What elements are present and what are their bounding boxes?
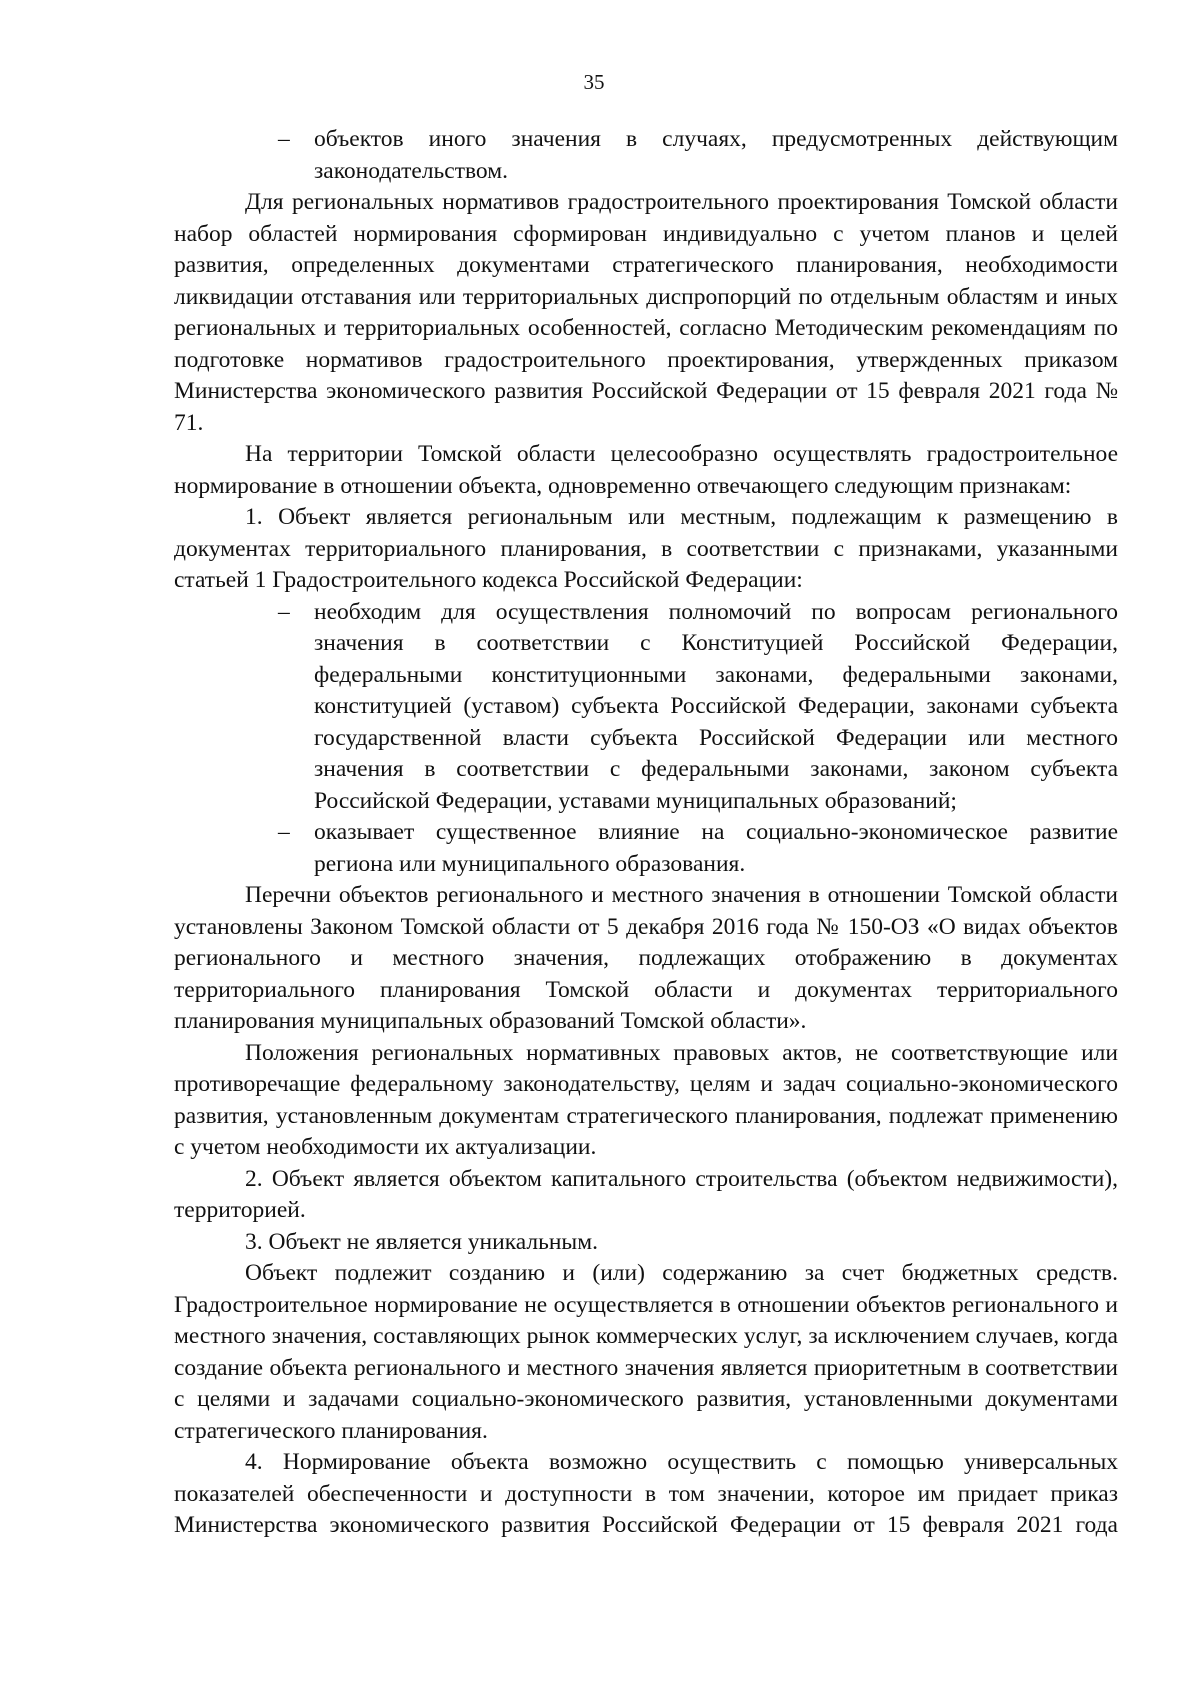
dash-list-item <box>174 817 1118 880</box>
paragraph-normative-areas: Для региональных нормативов градостроительного проектирования Томской области набор областей нормирования сформирован индивидуально с учетом планов и целей развития, определенных документами стратегического планирования, необходимости ликвидации отставания или территориальных диспропорций по отдельным областям и иных региональных и территориальных особенностей, согласно Методическим рекомендациям по подготовке нормативов градостроительного проектирования, утвержденных приказом Министерства экономического развития Российской Федерации от 15 февраля 2021 года № 71. <box>174 189 1118 436</box>
paragraph-criterion-2: 2. Объект является объектом капитального строительства (объектом недвижимости), территорией. <box>174 1165 1118 1223</box>
paragraph-normalization-criteria: На территории Томской области целесообразно осуществлять градостроительное нормирование в отношении объекта, одновременно отвечающего следующим признакам: <box>174 441 1118 499</box>
dash-item-text: необходим для осуществления полномочий по вопросам регионального значения в соответствии с Конституцией Российской Федерации, федеральными конституционными законами, федеральными законами, конституцией (уставом) субъекта Российской Федерации, законами субъекта государственной власти субъекта Российской Федерации или местного значения в соответствии с федеральными законами, законом субъекта Российской Федерации, уставами муниципальных образований; <box>314 598 1118 814</box>
paragraph-object-lists: Перечни объектов регионального и местного значения в отношении Томской области установлены Законом Томской области от 5 декабря 2016 года № 150-ОЗ «О видах объектов регионального и местного значения, подлежащих отображению в документах территориального планирования Томской области и документах территориального планирования муниципальных образований Томской области». <box>174 882 1118 1034</box>
dash-list-item <box>174 597 1118 818</box>
paragraph-criterion-1: 1. Объект является региональным или местным, подлежащим к размещению в документах территориального планирования, в соответствии с признаками, указанными статьей 1 Градостроительного кодекса Российской Федерации: <box>174 504 1118 593</box>
paragraph-regional-acts: Положения региональных нормативных правовых актов, не соответствующие или противоречащие федеральному законодательству, целям и задач социально-экономического развития, установленным документам стратегического планирования, подлежат применению с учетом необходимости их актуализации. <box>174 1039 1118 1160</box>
dash-item-text: объектов иного значения в случаях, предусмотренных действующим законодательством. <box>314 126 1118 184</box>
page-number: 35 <box>583 70 605 94</box>
dash-bullet: – <box>278 598 290 625</box>
paragraph-budget-funding: Объект подлежит созданию и (или) содержанию за счет бюджетных средств. Градостроительное нормирование не осуществляется в отношении объектов регионального и местного значения, составляющих рынок коммерческих услуг, за исключением случаев, когда создание объекта регионального и местного значения является приоритетным в соответствии с целями и задачами социально-экономического развития, установленными документами стратегического планирования. <box>174 1260 1118 1444</box>
dash-list-item <box>174 124 1118 187</box>
dash-item-text: оказывает существенное влияние на социально-экономическое развитие региона или муниципального образования. <box>314 819 1118 877</box>
paragraph-criterion-3: 3. Объект не является уникальным. <box>245 1228 598 1255</box>
dash-bullet: – <box>278 819 290 845</box>
paragraph-criterion-4: 4. Нормирование объекта возможно осуществить с помощью универсальных показателей обеспеченности и доступности в том значении, которое им придает приказ Министерства экономического развития Российской Федерации от 15 февраля 2021 года <box>174 1449 1118 1538</box>
dash-bullet: – <box>278 126 290 152</box>
document-body <box>174 124 1118 1542</box>
